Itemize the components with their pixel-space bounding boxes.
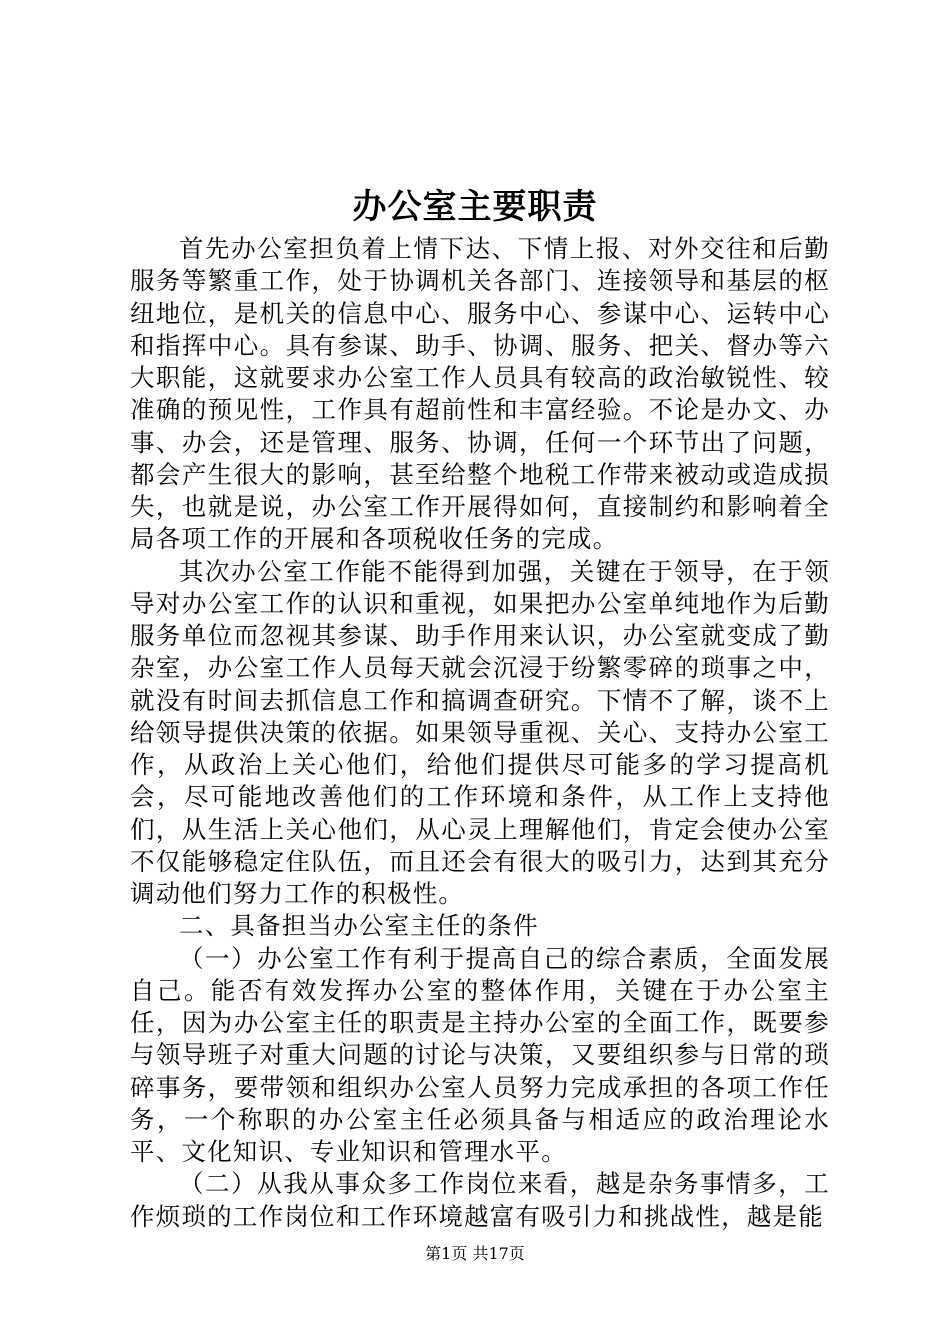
paragraph-4: （二）从我从事众多工作岗位来看，越是杂务事情多，工作烦琐的工作岗位和工作环境越富有吸引力和挑战性，越是能 <box>130 1169 830 1231</box>
document-body <box>130 233 830 1233</box>
paragraph-3: （一）办公室工作有利于提高自己的综合素质，全面发展自己。能否有效发挥办公室的整体作用，关键在于办公室主任，因为办公室主任的职责是主持办公室的全面工作，既要参与领导班子对重大问题的讨论与决策，又要组织参与日常的琐碎事务，要带领和组织办公室人员努力完成承担的各项工作任务，一个称职的办公室主任必须具备与相适应的政治理论水平、文化知识、专业知识和管理水平。 <box>130 943 830 1166</box>
section-heading: 二、具备担当办公室主任的条件 <box>179 911 539 941</box>
paragraph-1: 首先办公室担负着上情下达、下情上报、对外交往和后勤服务等繁重工作，处于协调机关各部门、连接领导和基层的枢纽地位，是机关的信息中心、服务中心、参谋中心、运转中心和指挥中心。具有参谋、助手、协调、服务、把关、督办等六大职能，这就要求办公室工作人员具有较高的政治敏锐性、较准确的预见性，工作具有超前性和丰富经验。不论是办文、办事、办会，还是管理、服务、协调，任何一个环节出了问题，都会产生很大的影响，甚至给整个地税工作带来被动或造成损失，也就是说，办公室工作开展得如何，直接制约和影响着全局各项工作的开展和各项税收任务的完成。 <box>130 234 830 554</box>
page-footer: 第1页 共17页 <box>425 1244 525 1263</box>
paragraph-2: 其次办公室工作能不能得到加强，关键在于领导，在于领导对办公室工作的认识和重视，如果把办公室单纯地作为后勤服务单位而忽视其参谋、助手作用来认识，办公室就变成了勤杂室，办公室工作人员每天就会沉浸于纷繁零碎的琐事之中，就没有时间去抓信息工作和搞调查研究。下情不了解，谈不上给领导提供决策的依据。如果领导重视、关心、支持办公室工作，从政治上关心他们，给他们提供尽可能多的学习提高机会，尽可能地改善他们的工作环境和条件，从工作上支持他们，从生活上关心他们，从心灵上理解他们，肯定会使办公室不仅能够稳定住队伍，而且还会有很大的吸引力，达到其充分调动他们努力工作的积极性。 <box>130 556 830 908</box>
document-title: 办公室主要职责 <box>352 187 598 227</box>
